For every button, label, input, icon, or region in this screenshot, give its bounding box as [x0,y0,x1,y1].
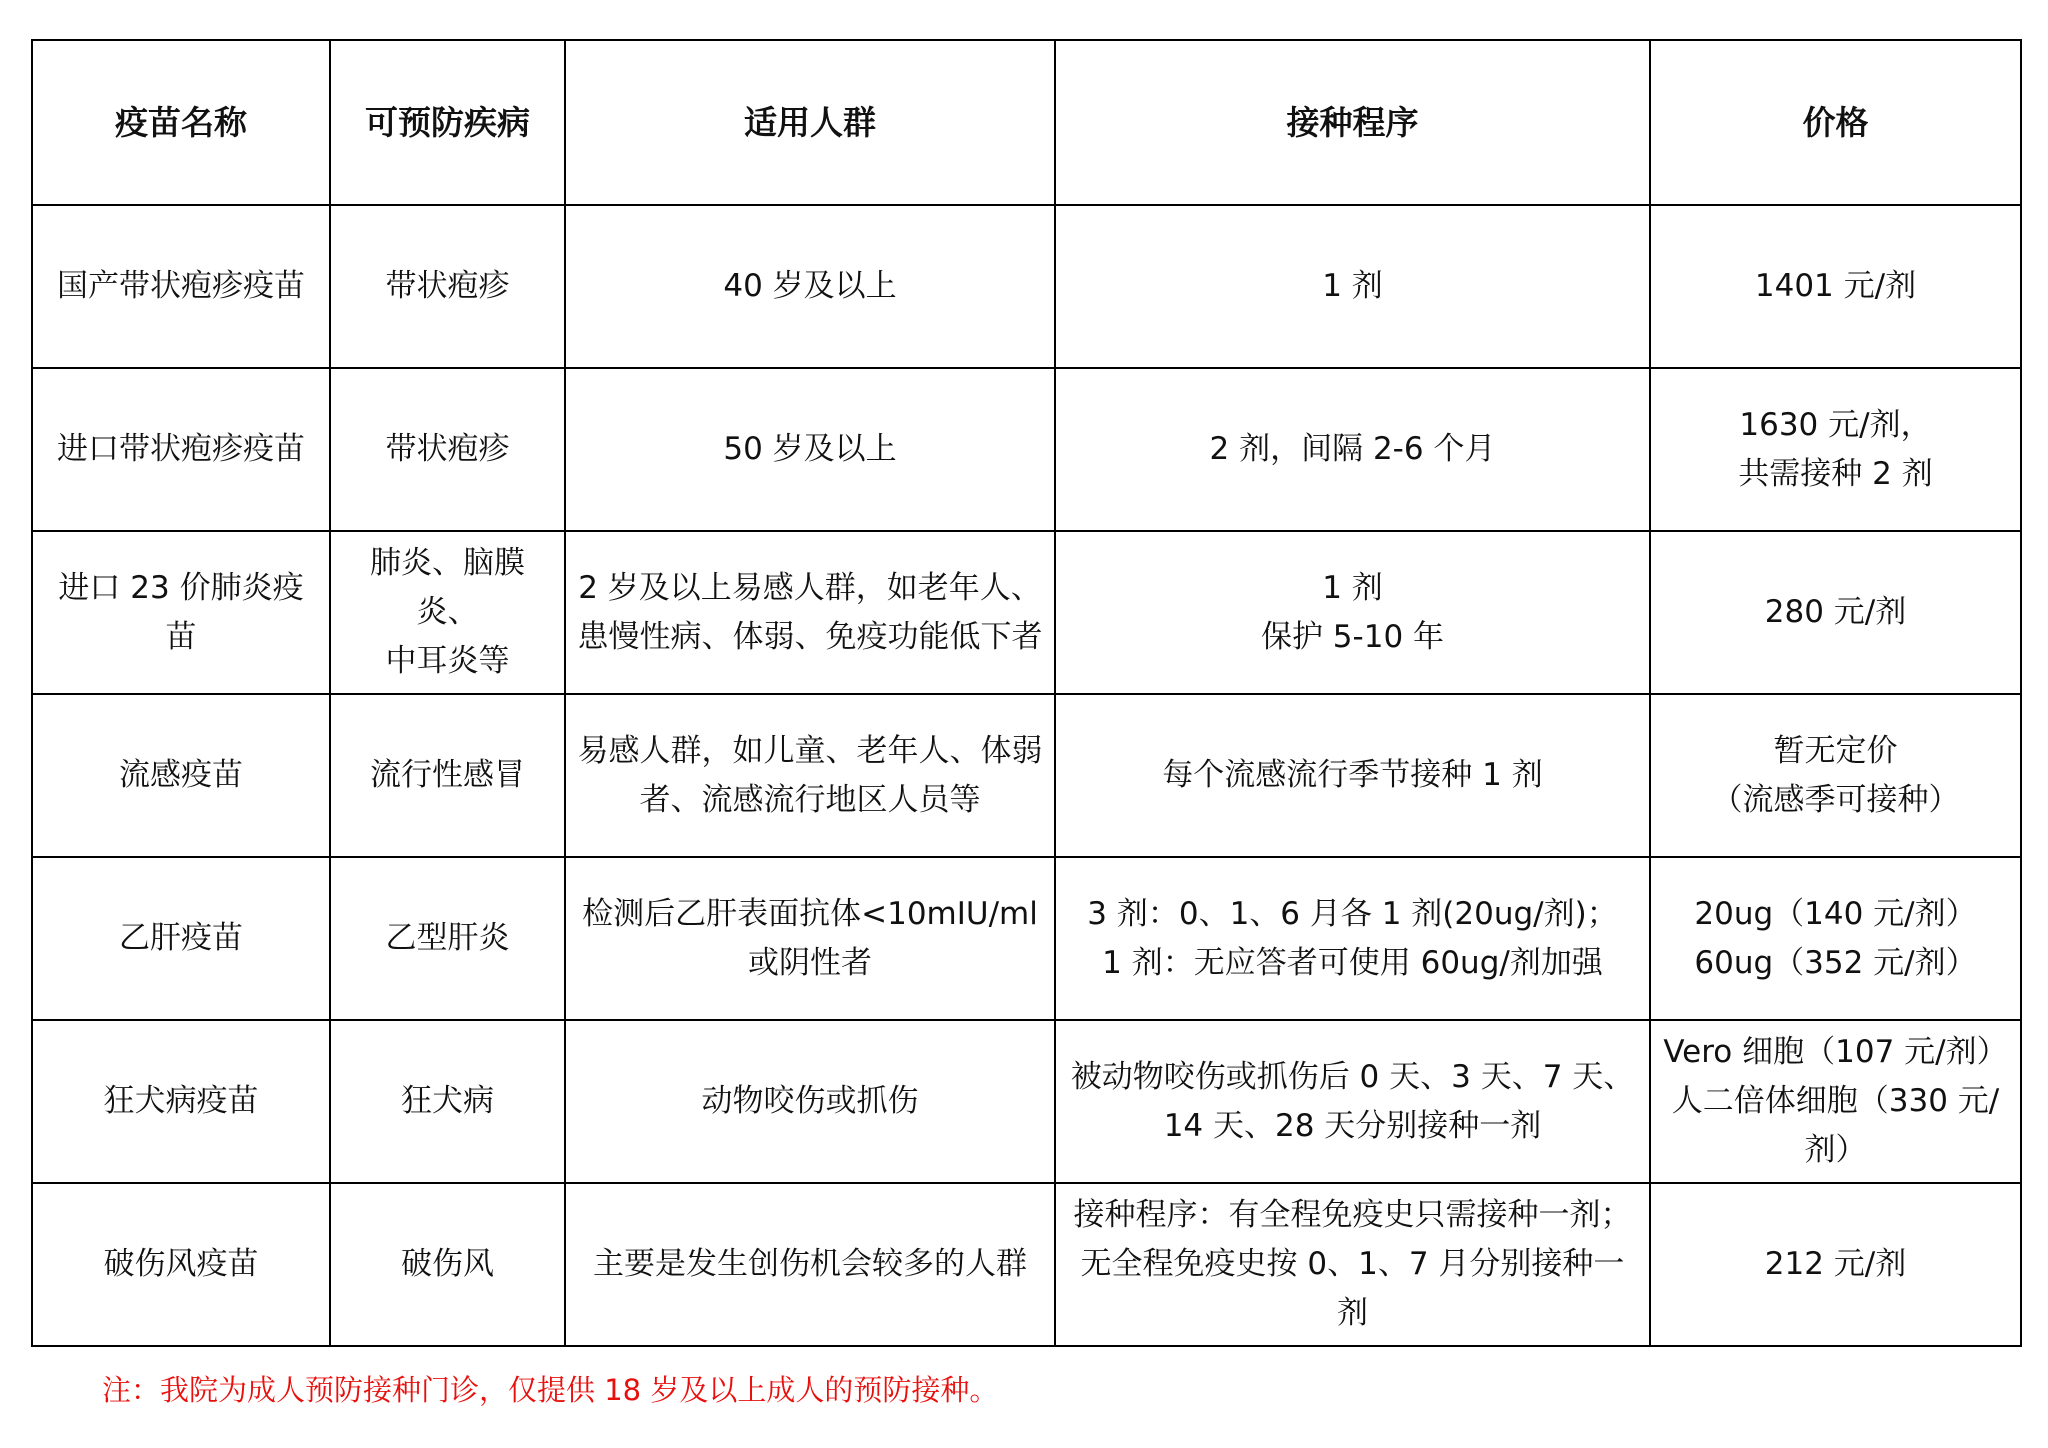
cell-population-line: 50 岁及以上 [723,431,897,467]
cell-disease [330,1020,565,1183]
cell-population-line: 动物咬伤或抓伤 [701,1083,919,1119]
table-row [32,694,2021,857]
cell-schedule [1055,531,1650,694]
cell-disease-line: 中耳炎等 [385,643,510,679]
cell-price-line: 280 元/剂 [1764,594,1907,630]
cell-population [565,531,1055,694]
cell-schedule-line: 无全程免疫史按 0、1、7 月分别接种一剂 [1080,1246,1625,1331]
cell-population [565,368,1055,531]
cell-vaccine-name: 破伤风疫苗 [32,1183,330,1346]
cell-disease-line: 破伤风 [401,1246,494,1282]
cell-price [1650,368,2021,531]
cell-schedule [1055,1183,1650,1346]
header-price: 价格 [1650,40,2021,205]
footnote: 注：我院为成人预防接种门诊，仅提供 18 岁及以上成人的预防接种。 [102,1373,999,1407]
cell-price-line: Vero 细胞（107 元/剂） [1663,1034,2008,1070]
cell-price [1650,694,2021,857]
cell-price-line: 1630 元/剂， [1739,406,1932,443]
cell-schedule-line: 14 天、28 天分别接种一剂 [1163,1107,1542,1144]
cell-price [1650,857,2021,1020]
cell-vaccine-name: 乙肝疫苗 [32,857,330,1020]
cell-schedule-line: 2 剂，间隔 2-6 个月 [1209,431,1496,467]
cell-schedule-line: 接种程序：有全程免疫史只需接种一剂； [1073,1197,1632,1233]
cell-price-line: 人二倍体细胞（330 元/剂） [1671,1083,2000,1168]
cell-price [1650,1183,2021,1346]
cell-schedule-line: 保护 5-10 年 [1260,618,1445,655]
table-row [32,1183,2021,1346]
cell-price-line: 212 元/剂 [1764,1246,1907,1282]
table-row [32,368,2021,531]
cell-disease-line: 带状疱疹 [385,431,510,467]
cell-schedule-line: 被动物咬伤或抓伤后 0 天、3 天、7 天、 [1070,1058,1635,1095]
cell-population [565,694,1055,857]
table-row [32,857,2021,1020]
table-row [32,205,2021,368]
cell-population [565,1020,1055,1183]
cell-disease [330,1183,565,1346]
cell-disease [330,857,565,1020]
cell-population-line: 易感人群，如儿童、老年人、体弱 [577,732,1043,769]
cell-schedule [1055,205,1650,368]
cell-disease [330,694,565,857]
cell-disease-line: 带状疱疹 [385,268,510,304]
cell-price-line: 1401 元/剂 [1754,268,1917,304]
cell-population [565,857,1055,1020]
table-row [32,1020,2021,1183]
cell-schedule-line: 3 剂：0、1、6 月各 1 剂(20ug/剂)； [1087,895,1618,932]
cell-price [1650,531,2021,694]
cell-price-line: 暂无定价 [1773,732,1898,769]
table-row [32,531,2021,694]
cell-population [565,205,1055,368]
cell-schedule-line: 1 剂：无应答者可使用 60ug/剂加强 [1102,944,1603,981]
cell-population-line: 40 岁及以上 [723,268,897,304]
cell-schedule-line: 每个流感流行季节接种 1 剂 [1162,757,1543,793]
cell-vaccine-name: 国产带状疱疹疫苗 [32,205,330,368]
cell-schedule [1055,857,1650,1020]
cell-disease [330,368,565,531]
header-vaccine-name: 疫苗名称 [32,40,330,205]
cell-population-line: 者、流感流行地区人员等 [639,781,981,818]
cell-price [1650,205,2021,368]
cell-population [565,1183,1055,1346]
header-row [32,40,2021,205]
cell-population-line: 2 岁及以上易感人群，如老年人、 [578,569,1042,606]
cell-price [1650,1020,2021,1183]
cell-vaccine-name: 狂犬病疫苗 [32,1020,330,1183]
cell-population-line: 患慢性病、体弱、免疫功能低下者 [577,618,1043,655]
table-body [32,205,2021,1346]
header-disease: 可预防疾病 [330,40,565,205]
cell-vaccine-name: 进口带状疱疹疫苗 [32,368,330,531]
cell-price-line: （流感季可接种） [1711,781,1960,818]
cell-disease [330,531,565,694]
cell-disease-line: 流行性感冒 [370,757,525,793]
cell-schedule [1055,1020,1650,1183]
header-schedule: 接种程序 [1055,40,1650,205]
cell-price-line: 共需接种 2 剂 [1738,455,1933,492]
cell-disease-line: 乙型肝炎 [385,920,510,956]
cell-population-line: 或阴性者 [748,944,872,981]
cell-price-line: 60ug（352 元/剂） [1694,944,1977,981]
header-population: 适用人群 [565,40,1055,205]
cell-disease-line: 狂犬病 [401,1083,494,1119]
cell-schedule-line: 1 剂 [1322,268,1383,304]
cell-vaccine-name: 进口 23 价肺炎疫苗 [32,531,330,694]
cell-schedule [1055,368,1650,531]
cell-population-line: 主要是发生创伤机会较多的人群 [593,1246,1027,1282]
cell-schedule-line: 1 剂 [1322,569,1383,606]
cell-schedule [1055,694,1650,857]
cell-price-line: 20ug（140 元/剂） [1694,895,1977,932]
vaccine-table [31,39,2022,1347]
cell-disease [330,205,565,368]
cell-vaccine-name: 流感疫苗 [32,694,330,857]
cell-population-line: 检测后乙肝表面抗体<10mIU/ml [582,895,1038,932]
cell-disease-line: 肺炎、脑膜炎、 [370,545,525,630]
